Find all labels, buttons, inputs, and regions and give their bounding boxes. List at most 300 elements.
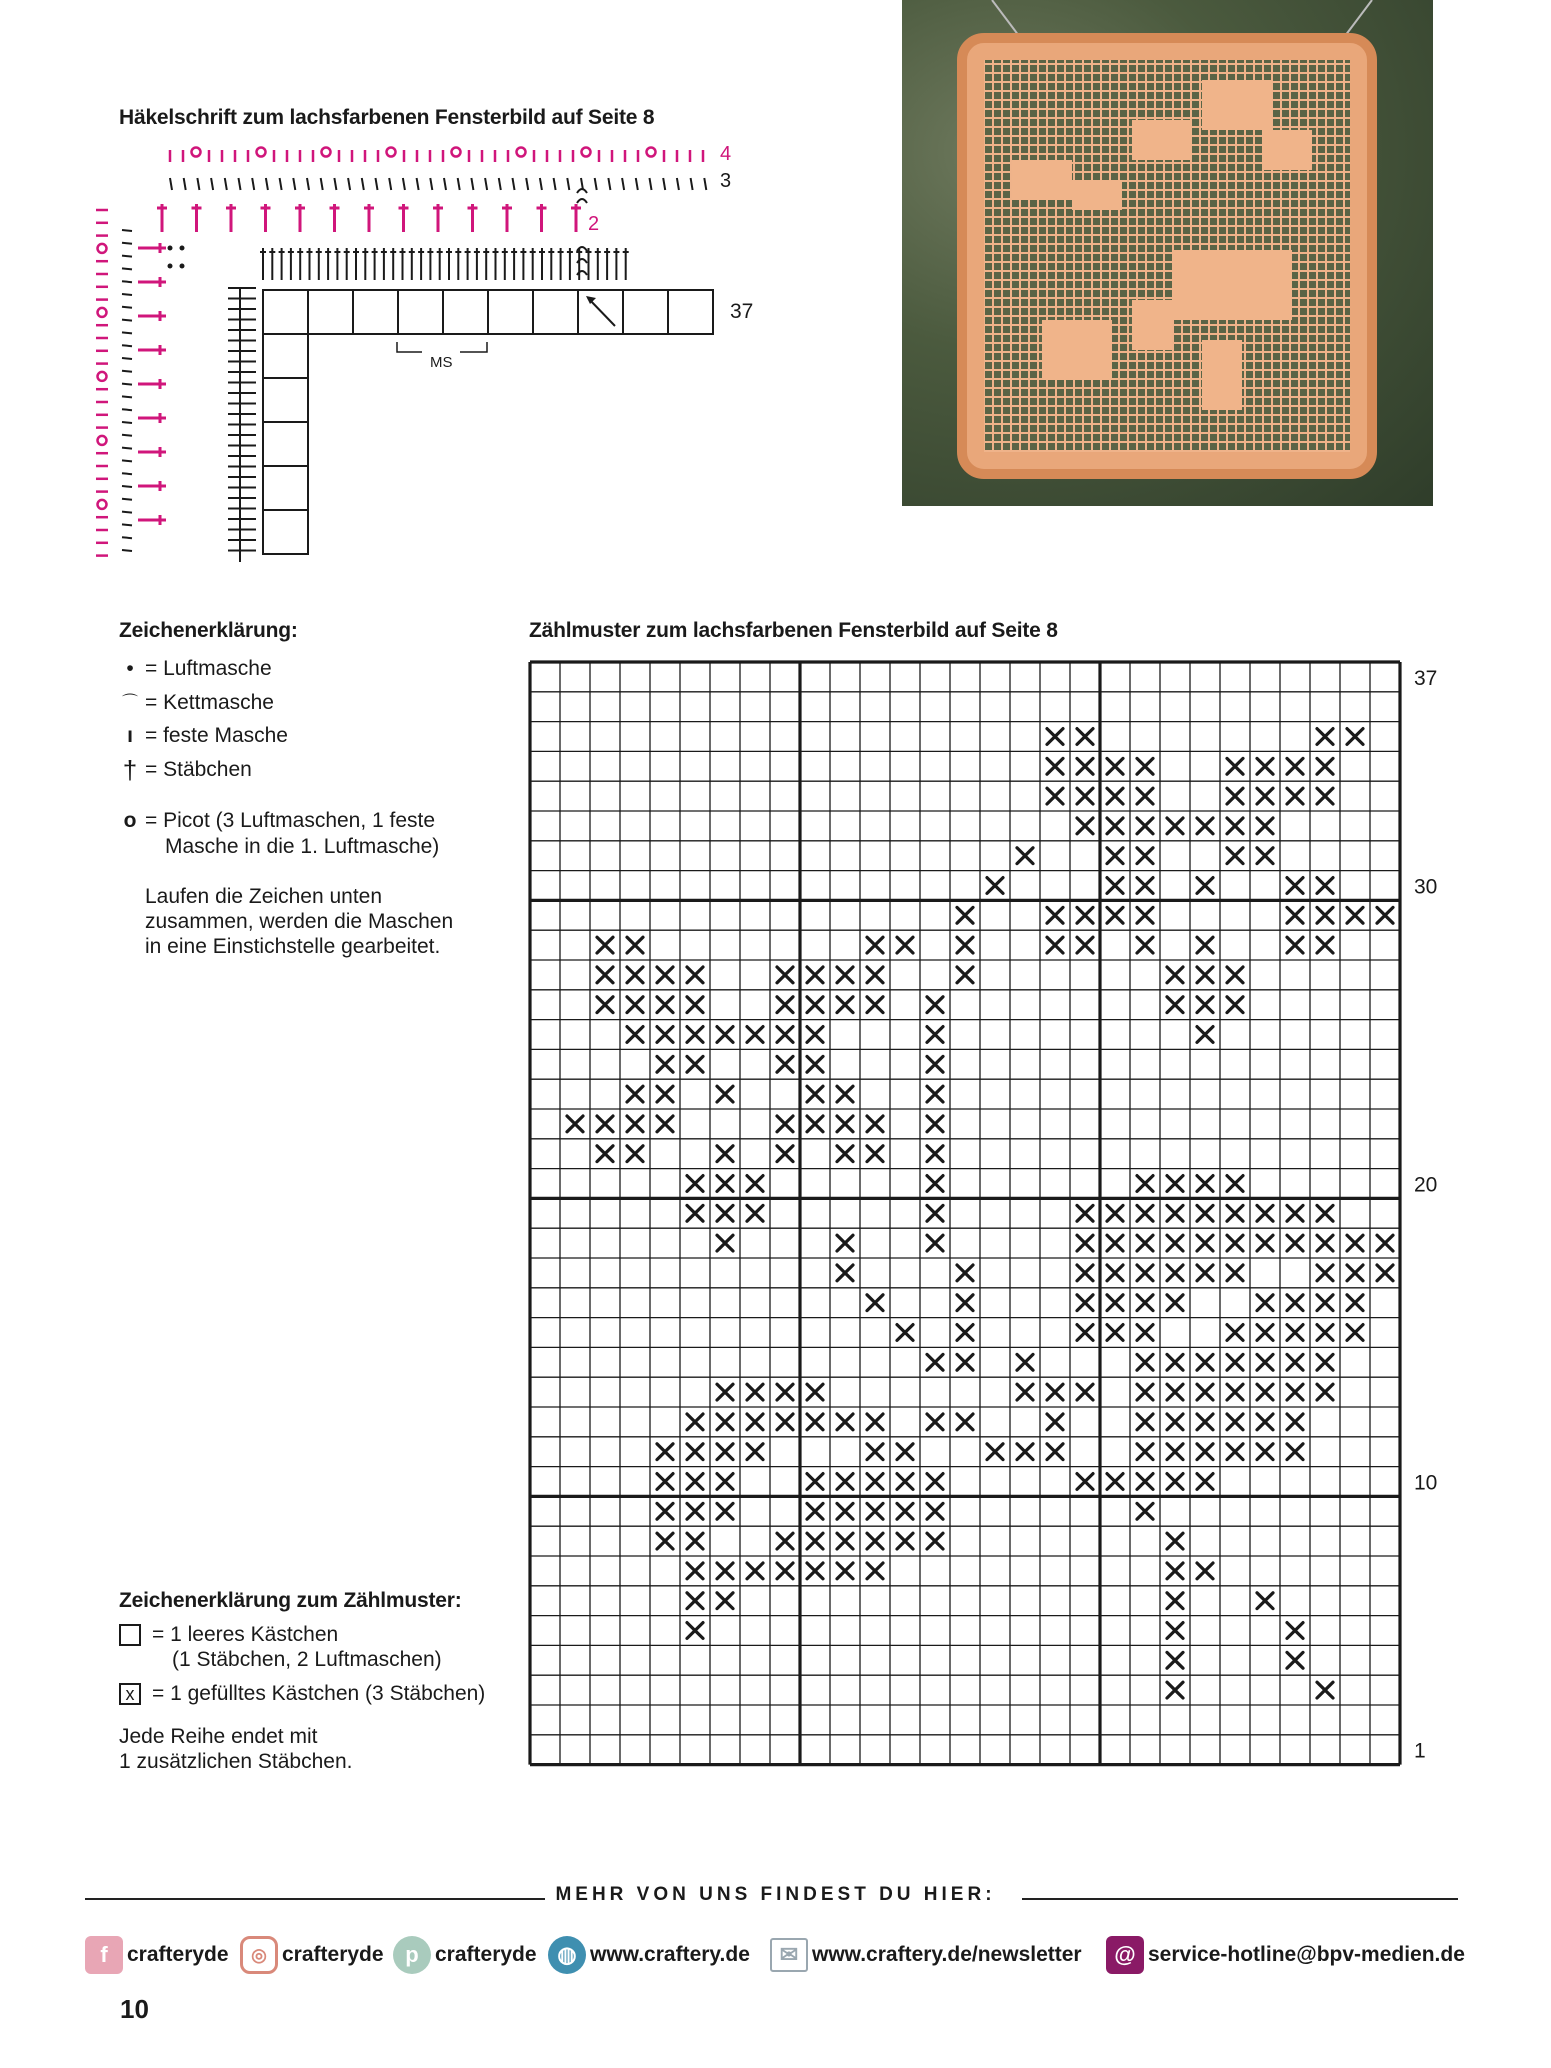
filled-cell (1167, 1265, 1183, 1281)
filled-cell (1167, 1414, 1183, 1430)
filled-cell (1287, 907, 1303, 923)
filled-cell (687, 967, 703, 983)
sc-stitch (663, 178, 665, 190)
legend-item-picot: o = Picot (3 Luftmaschen, 1 feste Masche in die 1. Luftmasche) (115, 808, 445, 860)
filled-cell (1137, 1325, 1153, 1341)
filled-cell (687, 1503, 703, 1519)
slip-stitch-icon: ⌒ (121, 694, 138, 711)
row-label-3: 3 (720, 170, 732, 192)
filled-cell (1077, 818, 1093, 834)
filled-cell (1047, 937, 1063, 953)
filled-cell (1287, 1414, 1303, 1430)
filled-cell (1137, 818, 1153, 834)
filled-cell (657, 1474, 673, 1490)
picot (98, 244, 107, 253)
chain-stitch (168, 246, 173, 251)
filled-cell (1167, 1533, 1183, 1549)
filled-cell (687, 1474, 703, 1490)
sc-stitch (485, 178, 487, 190)
filled-cell (867, 997, 883, 1013)
filled-cell (897, 1474, 913, 1490)
sc-stitch (403, 178, 405, 190)
sc-stitch (567, 178, 569, 190)
filled-cell (1077, 1205, 1093, 1221)
filled-cell (1107, 788, 1123, 804)
filled-cell (1227, 997, 1243, 1013)
filled-cell (717, 1593, 733, 1609)
filled-cell (1197, 1563, 1213, 1579)
filled-cell (1257, 1384, 1273, 1400)
filled-cell (1137, 1176, 1153, 1192)
filled-cell (1257, 1235, 1273, 1251)
filled-cell (717, 1503, 733, 1519)
filled-cell (657, 997, 673, 1013)
chart-row-label: 10 (1414, 1471, 1438, 1495)
filled-cell (777, 997, 793, 1013)
sc-stitch (513, 178, 515, 190)
filled-cell (867, 937, 883, 953)
filled-cell (1197, 1384, 1213, 1400)
slip-stitch (577, 259, 587, 263)
filled-cell (807, 1414, 823, 1430)
filled-cell (1077, 1235, 1093, 1251)
filled-cell (717, 1205, 733, 1221)
sc-stitch (691, 178, 693, 190)
sc-stitch (430, 178, 432, 190)
filled-cell (1107, 1325, 1123, 1341)
instagram-link[interactable]: ◎ crafteryde (240, 1932, 384, 1978)
filled-cell (1227, 1235, 1243, 1251)
sc-stitch (122, 396, 132, 397)
sc-stitch (526, 178, 528, 190)
globe-icon: ◍ (548, 1936, 586, 1974)
email-link[interactable]: @ service-hotline@bpv-medien.de (1106, 1932, 1465, 1978)
filled-cell (987, 878, 1003, 894)
sc-stitch (540, 178, 542, 190)
filled-cell (1047, 1384, 1063, 1400)
filled-cell (1047, 729, 1063, 745)
filled-cell (957, 1265, 973, 1281)
filled-cell (1257, 1593, 1273, 1609)
filled-cell (1317, 1295, 1333, 1311)
filled-cell (627, 937, 643, 953)
filled-cell (747, 1176, 763, 1192)
filled-cell (1107, 848, 1123, 864)
sc-stitch (225, 178, 227, 190)
filled-cell (1107, 907, 1123, 923)
filled-cell (687, 1593, 703, 1609)
filled-cell (837, 1474, 853, 1490)
sc-stitch (122, 435, 132, 436)
crochet-diagram-title: Häkelschrift zum lachsfarbenen Fensterbild auf Seite 8 (119, 106, 655, 129)
filled-cell (1137, 1205, 1153, 1221)
filled-cell (1077, 1295, 1093, 1311)
chart-row-label: 1 (1414, 1739, 1426, 1763)
filled-cell (807, 1533, 823, 1549)
filled-cell (1287, 1384, 1303, 1400)
filled-cell (867, 1474, 883, 1490)
filled-cell (1347, 1265, 1363, 1281)
filled-cell (657, 1086, 673, 1102)
sc-stitch (122, 281, 132, 282)
filled-cell (1107, 1474, 1123, 1490)
filled-cell (777, 1116, 793, 1132)
chart-legend-title: Zeichenerklärung zum Zählmuster: (119, 1589, 462, 1612)
sc-stitch (458, 178, 460, 190)
chart-legend-note: Jede Reihe endet mit 1 zusätzlichen Stäbchen. (119, 1725, 353, 1773)
filled-cell (897, 1325, 913, 1341)
filled-cell (717, 1235, 733, 1251)
sc-stitch (321, 178, 323, 190)
filled-cell (1317, 1384, 1333, 1400)
filled-cell (837, 1503, 853, 1519)
filled-cell (957, 1414, 973, 1430)
filled-cell (867, 1146, 883, 1162)
filled-cell (717, 1563, 733, 1579)
filled-cell (1227, 967, 1243, 983)
chart-row-label: 37 (1414, 666, 1438, 690)
filled-cell (1107, 818, 1123, 834)
filled-cell (957, 1295, 973, 1311)
slip-stitch (577, 199, 587, 203)
chain-stitch (180, 264, 185, 269)
sc-stitch (636, 178, 638, 190)
filled-cell (1227, 818, 1243, 834)
sc-stitch (704, 178, 706, 190)
sc-stitch (122, 256, 132, 257)
filled-cell (1197, 997, 1213, 1013)
filled-cell (1317, 878, 1333, 894)
filled-cell (837, 1533, 853, 1549)
sc-stitch (122, 512, 132, 513)
filled-cell (1377, 907, 1393, 923)
sc-stitch (122, 268, 132, 269)
filled-cell (1047, 1414, 1063, 1430)
filled-cell (1167, 1384, 1183, 1400)
filled-cell (1137, 1265, 1153, 1281)
filled-cell (867, 1533, 883, 1549)
filled-cell (1137, 1354, 1153, 1370)
filled-cell (1137, 1474, 1153, 1490)
filled-cell (1287, 788, 1303, 804)
filled-cell (777, 1533, 793, 1549)
filled-cell (927, 1056, 943, 1072)
crochet-box (398, 290, 443, 334)
filled-cell (567, 1116, 583, 1132)
filled-cell (1047, 1444, 1063, 1460)
double-crochet-icon: † (122, 755, 138, 785)
filled-cell (927, 1027, 943, 1043)
filled-cell (897, 1503, 913, 1519)
crochet-box (353, 290, 398, 334)
filled-cell (1167, 1176, 1183, 1192)
at-icon: @ (1106, 1936, 1144, 1974)
filled-cell (1317, 1682, 1333, 1698)
ms-bracket (397, 342, 487, 352)
single-crochet-icon: ı (127, 724, 133, 747)
filled-cell (1227, 848, 1243, 864)
sc-stitch (122, 422, 132, 423)
filled-cell (1137, 1384, 1153, 1400)
filled-cell (1047, 758, 1063, 774)
filled-cell (837, 1563, 853, 1579)
filled-cell (1197, 1265, 1213, 1281)
filled-cell (1107, 878, 1123, 894)
filled-cell (717, 1384, 733, 1400)
filled-cell (687, 1444, 703, 1460)
sc-stitch (122, 230, 132, 231)
sc-stitch (650, 178, 652, 190)
filled-cell (687, 1205, 703, 1221)
filled-cell (687, 1623, 703, 1639)
filled-cell (627, 1086, 643, 1102)
crochet-box (263, 378, 308, 422)
filled-cell (927, 1176, 943, 1192)
picot (452, 148, 461, 157)
filled-cell (717, 1414, 733, 1430)
chart-row-label: 30 (1414, 875, 1438, 899)
picot-icon: o (123, 809, 137, 832)
filled-cell (1137, 1414, 1153, 1430)
sc-stitch (184, 178, 186, 190)
filled-cell (1287, 1444, 1303, 1460)
sc-stitch (499, 178, 501, 190)
filled-cell (1197, 1414, 1213, 1430)
arrow-head (586, 296, 596, 304)
chart-row-label: 20 (1414, 1173, 1438, 1197)
sc-stitch (170, 178, 172, 190)
filled-cell (1347, 907, 1363, 923)
filled-cell (627, 1027, 643, 1043)
pinterest-icon: p (393, 1936, 431, 1974)
chart-legend-empty: = 1 leeres Kästchen (1 Stäbchen, 2 Luftmaschen) (119, 1622, 442, 1672)
sc-stitch (239, 178, 241, 190)
filled-cell (1317, 1354, 1333, 1370)
filled-cell (1107, 1295, 1123, 1311)
sc-stitch (122, 486, 132, 487)
slip-stitch (577, 247, 587, 251)
crochet-box (263, 510, 308, 554)
filled-cell (627, 1116, 643, 1132)
filled-cell (957, 907, 973, 923)
arrow-line (588, 298, 615, 326)
sc-stitch (122, 332, 132, 333)
filled-cell (807, 1027, 823, 1043)
filled-cell (597, 967, 613, 983)
filled-cell (1257, 1205, 1273, 1221)
filled-cell (1377, 1265, 1393, 1281)
filled-cell (777, 967, 793, 983)
filled-cell (1227, 1444, 1243, 1460)
filled-cell (597, 1116, 613, 1132)
filled-cell (1347, 1295, 1363, 1311)
row-label-37: 37 (730, 300, 754, 323)
empty-box-icon (119, 1624, 141, 1646)
filled-cell (747, 1384, 763, 1400)
legend-note: Laufen die Zeichen unten zusammen, werden die Maschen in eine Einstichstelle gearbeitet. (145, 885, 454, 958)
filled-cell (1287, 758, 1303, 774)
pinterest-link[interactable]: p crafteryde (393, 1932, 537, 1978)
filled-cell (1077, 1474, 1093, 1490)
filled-cell (717, 1027, 733, 1043)
filled-cell (1377, 1235, 1393, 1251)
filled-cell (1227, 1384, 1243, 1400)
sc-stitch (362, 178, 364, 190)
picot (387, 148, 396, 157)
sc-stitch (595, 178, 597, 190)
sc-stitch (677, 178, 679, 190)
filled-cell (1227, 1414, 1243, 1430)
filled-cell (1317, 1235, 1333, 1251)
picot (517, 148, 526, 157)
filled-cell (1137, 907, 1153, 923)
crochet-diagram (110, 140, 754, 570)
filled-cell (1197, 1354, 1213, 1370)
row-label-4: 4 (720, 143, 732, 165)
filled-cell (1257, 1444, 1273, 1460)
filled-cell (1017, 1444, 1033, 1460)
sc-stitch (252, 178, 254, 190)
filled-cell (1167, 1593, 1183, 1609)
sc-stitch (293, 178, 295, 190)
filled-cell (867, 1295, 883, 1311)
filled-cell (1317, 1205, 1333, 1221)
page-number: 10 (120, 1994, 149, 2024)
sc-stitch (280, 178, 282, 190)
sc-stitch (122, 448, 132, 449)
filled-cell (777, 1414, 793, 1430)
filled-cell (957, 1354, 973, 1370)
filled-cell (927, 1116, 943, 1132)
filled-cell (1257, 1295, 1273, 1311)
filled-cell (657, 1503, 673, 1519)
crochet-box (443, 290, 488, 334)
picot (582, 148, 591, 157)
filled-cell (1227, 1176, 1243, 1192)
filled-cell (1017, 1354, 1033, 1370)
legend-title: Zeichenerklärung: (119, 619, 298, 642)
instagram-icon: ◎ (240, 1936, 278, 1974)
filled-cell (657, 1533, 673, 1549)
filled-cell (1137, 1295, 1153, 1311)
sc-stitch (444, 178, 446, 190)
filled-cell (1107, 1205, 1123, 1221)
filled-cell (1227, 1265, 1243, 1281)
sc-stitch (197, 178, 199, 190)
filled-cell (867, 1414, 883, 1430)
filled-cell (1197, 878, 1213, 894)
filled-cell (1257, 818, 1273, 834)
filled-cell (837, 1146, 853, 1162)
sc-stitch (389, 178, 391, 190)
filled-cell (657, 1444, 673, 1460)
filled-cell (1077, 937, 1093, 953)
filet-chart (520, 650, 1440, 1780)
sc-stitch (211, 178, 213, 190)
sc-stitch (122, 537, 132, 538)
filled-cell (1287, 1354, 1303, 1370)
filled-cell (1287, 1205, 1303, 1221)
filled-cell (1197, 1235, 1213, 1251)
crochet-box (533, 290, 578, 334)
picot (322, 148, 331, 157)
picot (98, 436, 107, 445)
filled-cell (1137, 788, 1153, 804)
filled-cell (1197, 818, 1213, 834)
filled-cell (807, 1474, 823, 1490)
mail-icon: ✉ (770, 1938, 808, 1972)
sc-stitch (608, 178, 610, 190)
filled-cell (807, 1384, 823, 1400)
filled-cell (927, 1414, 943, 1430)
crochet-box (668, 290, 713, 334)
picot (257, 148, 266, 157)
filled-cell (1197, 967, 1213, 983)
filled-cell (717, 1474, 733, 1490)
filled-cell (747, 1205, 763, 1221)
filled-cell (1197, 1474, 1213, 1490)
filled-cell (867, 1116, 883, 1132)
sc-stitch (122, 384, 132, 385)
filled-cell (1227, 1205, 1243, 1221)
filled-cell (1167, 997, 1183, 1013)
filled-cell (1047, 788, 1063, 804)
filled-cell (927, 997, 943, 1013)
filled-cell (1197, 1205, 1213, 1221)
filled-cell (1107, 758, 1123, 774)
filled-cell (1287, 1623, 1303, 1639)
filled-cell (837, 997, 853, 1013)
filled-cell (1317, 1265, 1333, 1281)
sc-stitch (471, 178, 473, 190)
filled-cell (1077, 907, 1093, 923)
filled-cell (927, 1533, 943, 1549)
filled-cell (1107, 1265, 1123, 1281)
filled-cell (1167, 1295, 1183, 1311)
filled-cell (957, 937, 973, 953)
sc-stitch (417, 178, 419, 190)
filled-cell (807, 1116, 823, 1132)
filled-cell (1077, 1325, 1093, 1341)
website-link[interactable]: ◍ www.craftery.de (548, 1932, 750, 1978)
sc-stitch (122, 243, 132, 244)
filled-cell (1317, 1325, 1333, 1341)
filled-cell (1047, 907, 1063, 923)
crochet-box (263, 334, 308, 378)
filled-cell (1017, 1384, 1033, 1400)
sc-stitch (122, 550, 132, 551)
filled-cell (1227, 758, 1243, 774)
ms-label: MS (430, 354, 453, 371)
filled-cell (627, 997, 643, 1013)
window-decoration-photo (902, 0, 1433, 506)
filled-cell (1167, 1205, 1183, 1221)
newsletter-link[interactable]: ✉ www.craftery.de/newsletter (770, 1932, 1082, 1978)
filled-cell (927, 1205, 943, 1221)
filled-cell (1167, 1474, 1183, 1490)
filled-cell (837, 1265, 853, 1281)
filled-cell (1167, 1563, 1183, 1579)
filled-cell (1317, 788, 1333, 804)
sc-stitch (622, 178, 624, 190)
facebook-link[interactable]: f crafteryde (85, 1932, 229, 1978)
filled-cell (777, 1056, 793, 1072)
filled-cell (597, 997, 613, 1013)
filled-cell (1137, 937, 1153, 953)
filled-cell (1197, 1027, 1213, 1043)
sc-stitch (307, 178, 309, 190)
filled-cell (1167, 818, 1183, 834)
